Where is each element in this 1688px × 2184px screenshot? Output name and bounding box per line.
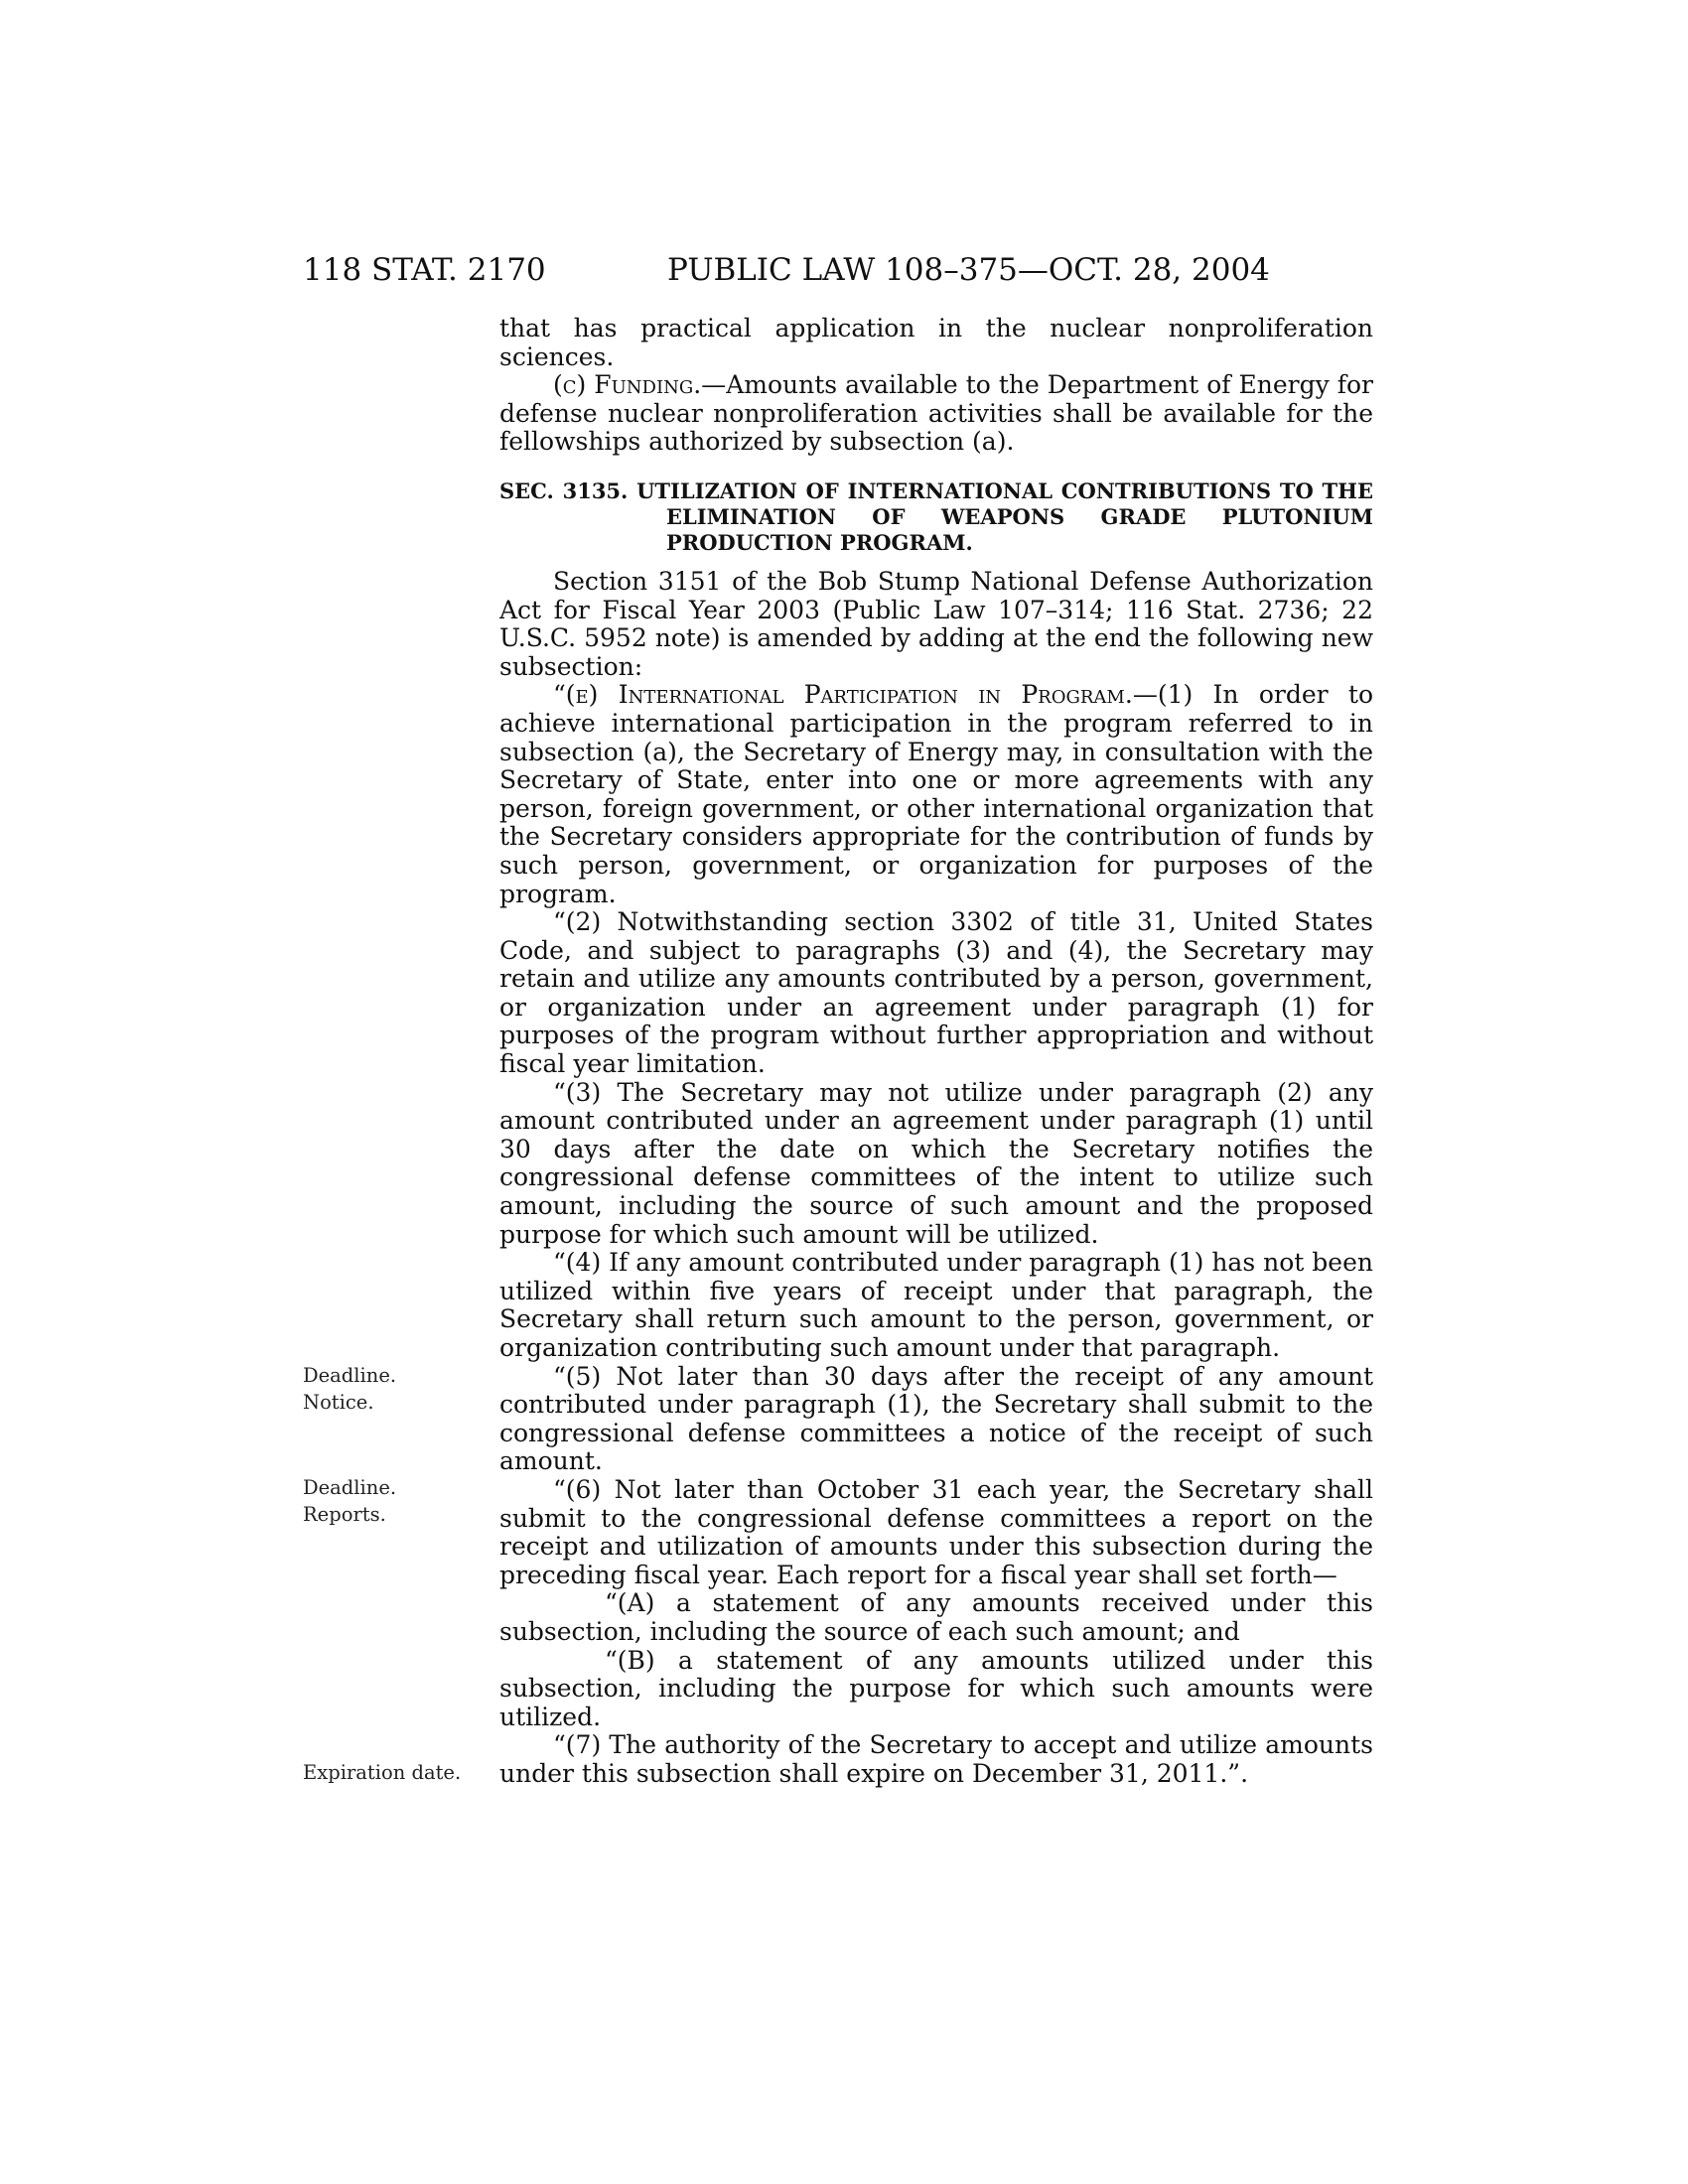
section-intro: Section 3151 of the Bob Stump National Defense Authorization Act for Fiscal Year 2003 (Public Law 107–314; 116 Stat. 2736; 22 U.S.C. 5952 note) is amended by adding at the end the following new subsection: — [499, 566, 1373, 681]
paragraph-4: “(4) If any amount contributed under paragraph (1) has not been utilized within five years of receipt under that paragraph, the Secretary shall return such amount to the person, government, or organization contributing such amount under that paragraph. — [499, 1248, 1373, 1362]
margin-note-line: Deadline. — [303, 1364, 397, 1387]
margin-note-deadline-notice — [303, 1362, 396, 1416]
subsection-e-label: “(e) International Participation in Program. — [553, 680, 1133, 710]
statute-reference: 118 STAT. 2170 — [303, 252, 546, 288]
margin-note-expiration — [303, 1759, 461, 1786]
margin-note-line: Expiration date. — [303, 1761, 462, 1784]
subsection-e-text: —(1) In order to achieve international participation in the program referred to in subsection (a), the Secretary of Energy may, in consultation with the Secretary of State, enter into one or more agreements with any person, foreign government, or other international organization that the Secretary considers appropriate for the contribution of funds by such person, government, or organization for purposes of the program. — [499, 680, 1373, 908]
paragraph-funding — [499, 371, 1373, 457]
public-law-title: PUBLIC LAW 108–375—OCT. 28, 2004 — [667, 252, 1270, 288]
paragraph-3: “(3) The Secretary may not utilize under paragraph (2) any amount contributed under an agreement under paragraph (1) until 30 days after the date on which the Secretary notifies the congressional defense committees of the intent to utilize such amount, including the source of such amount and the proposed purpose for which such amount will be utilized. — [499, 1077, 1373, 1249]
subsection-e — [499, 681, 1373, 908]
funding-label: (c) Funding. — [553, 370, 702, 400]
margin-note-deadline-reports — [303, 1474, 396, 1528]
paragraph-continued: that has practical application in the nuclear nonproliferation sciences. — [499, 314, 1373, 371]
section-heading: SEC. 3135. UTILIZATION OF INTERNATIONAL CONTRIBUTIONS TO THE ELIMINATION OF WEAPONS GRADE PLUTONIUM PRODUCTION PROGRAM. — [499, 478, 1373, 555]
margin-note-line: Reports. — [303, 1503, 386, 1526]
subparagraph-b: “(B) a statement of any amounts utilized under this subsection, including the purpose for which such amounts were utilized. — [499, 1645, 1373, 1731]
margin-note-line: Notice. — [303, 1391, 374, 1414]
funding-text: —Amounts available to the Department of Energy for defense nuclear nonproliferation activities shall be available for the fellowships authorized by subsection (a). — [499, 370, 1373, 457]
paragraph-2: “(2) Notwithstanding section 3302 of title 31, United States Code, and subject to paragraphs (3) and (4), the Secretary may retain and utilize any amounts contributed by a person, government, or organization under an agreement under paragraph (1) for purposes of the program without further appropriation and without fiscal year limitation. — [499, 907, 1373, 1079]
page-header — [0, 246, 1688, 294]
document-body — [499, 315, 1373, 1789]
margin-note-line: Deadline. — [303, 1476, 397, 1499]
subparagraph-a: “(A) a statement of any amounts received under this subsection, including the source of each such amount; and — [499, 1588, 1373, 1646]
paragraph-6: “(6) Not later than October 31 each year, the Secretary shall submit to the congressional defense committees a report on the receipt and utilization of amounts under this subsection during the preceding fiscal year. Each report for a fiscal year shall set forth— — [499, 1474, 1373, 1589]
paragraph-7: “(7) The authority of the Secretary to accept and utilize amounts under this subsection shall expire on December 31, 2011.”. — [499, 1730, 1373, 1788]
paragraph-5: “(5) Not later than 30 days after the receipt of any amount contributed under paragraph (1), the Secretary shall submit to the congressional defense committees a notice of the receipt of such amount. — [499, 1361, 1373, 1476]
